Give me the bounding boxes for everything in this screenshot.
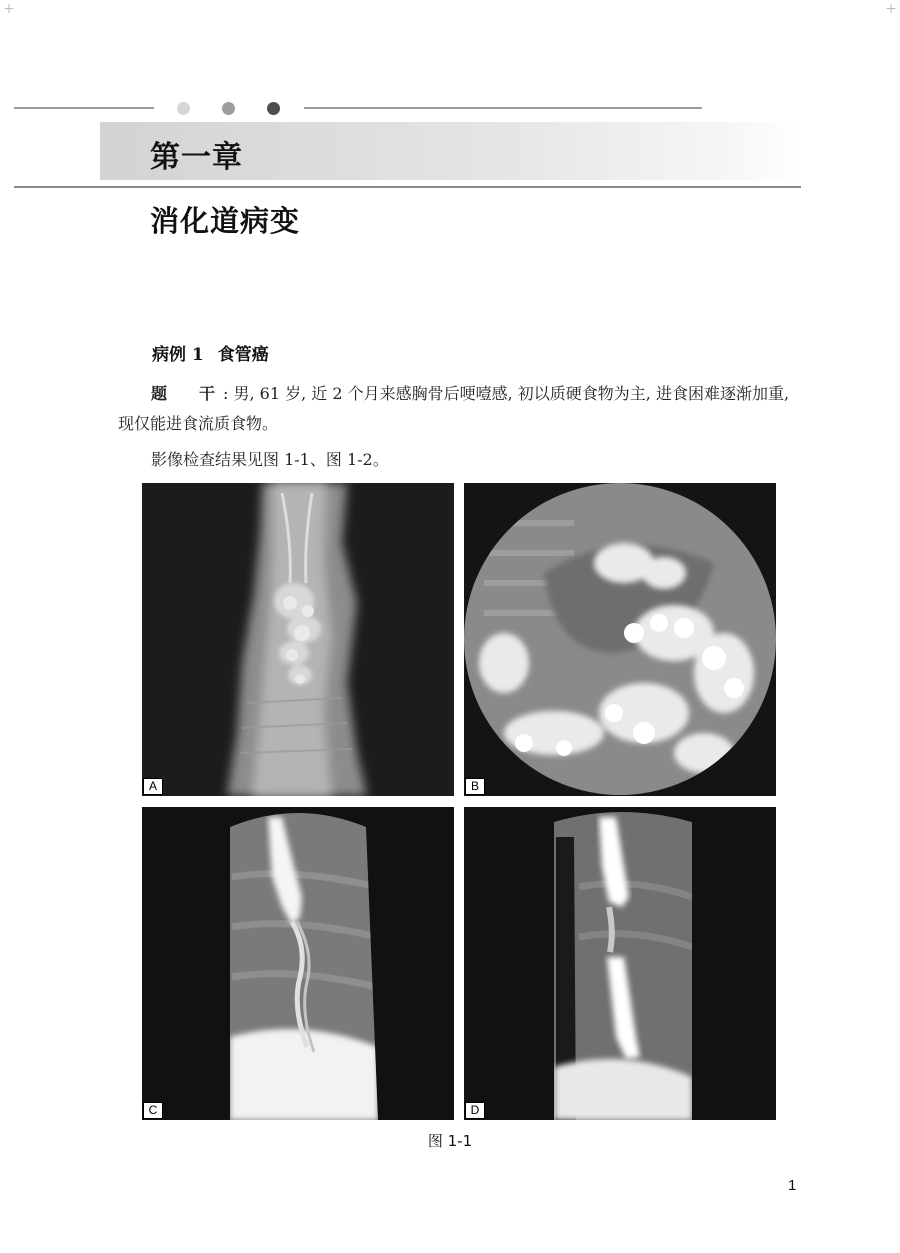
header-dot-dark [267, 102, 280, 115]
page-number: 1 [788, 1177, 797, 1194]
panel-label: D [465, 1102, 485, 1119]
xray-panel-c [142, 807, 454, 1120]
panel-label: A [143, 778, 163, 795]
xray-image-a [142, 483, 454, 796]
header-rule-left [14, 107, 154, 109]
xray-image-d [464, 807, 776, 1120]
xray-image-b [464, 483, 776, 796]
xray-image-c [142, 807, 454, 1120]
xray-panel-b [464, 483, 776, 796]
case-number: 病例 1 [152, 345, 204, 365]
xray-panel-a [142, 483, 454, 796]
case-title: 食管癌 [217, 345, 269, 365]
header-dot-medium [222, 102, 235, 115]
chapter-rule [14, 186, 801, 188]
panel-label: B [465, 778, 485, 795]
panel-label: C [143, 1102, 163, 1119]
header-rule-right [304, 107, 702, 109]
crop-mark-icon: + [885, 1, 897, 17]
imaging-note: 影像检查结果见图 1-1、图 1-2。 [151, 450, 389, 469]
case-stem-paragraph [118, 379, 801, 439]
stem-label: 题 干 [151, 384, 224, 403]
xray-panel-d [464, 807, 776, 1120]
header-dot-light [177, 102, 190, 115]
stem-text: : 男, 61 岁, 近 2 个月来感胸骨后哽噎感, 初以质硬食物为主, 进食困难逐渐加重, 现仅能进食流质食物。 [118, 384, 790, 433]
case-heading [152, 340, 269, 365]
crop-mark-icon: + [3, 1, 15, 17]
figure-caption: 图 1-1 [427, 1132, 473, 1150]
chapter-title: 消化道病变 [150, 204, 301, 238]
chapter-label: 第一章 [150, 140, 243, 175]
